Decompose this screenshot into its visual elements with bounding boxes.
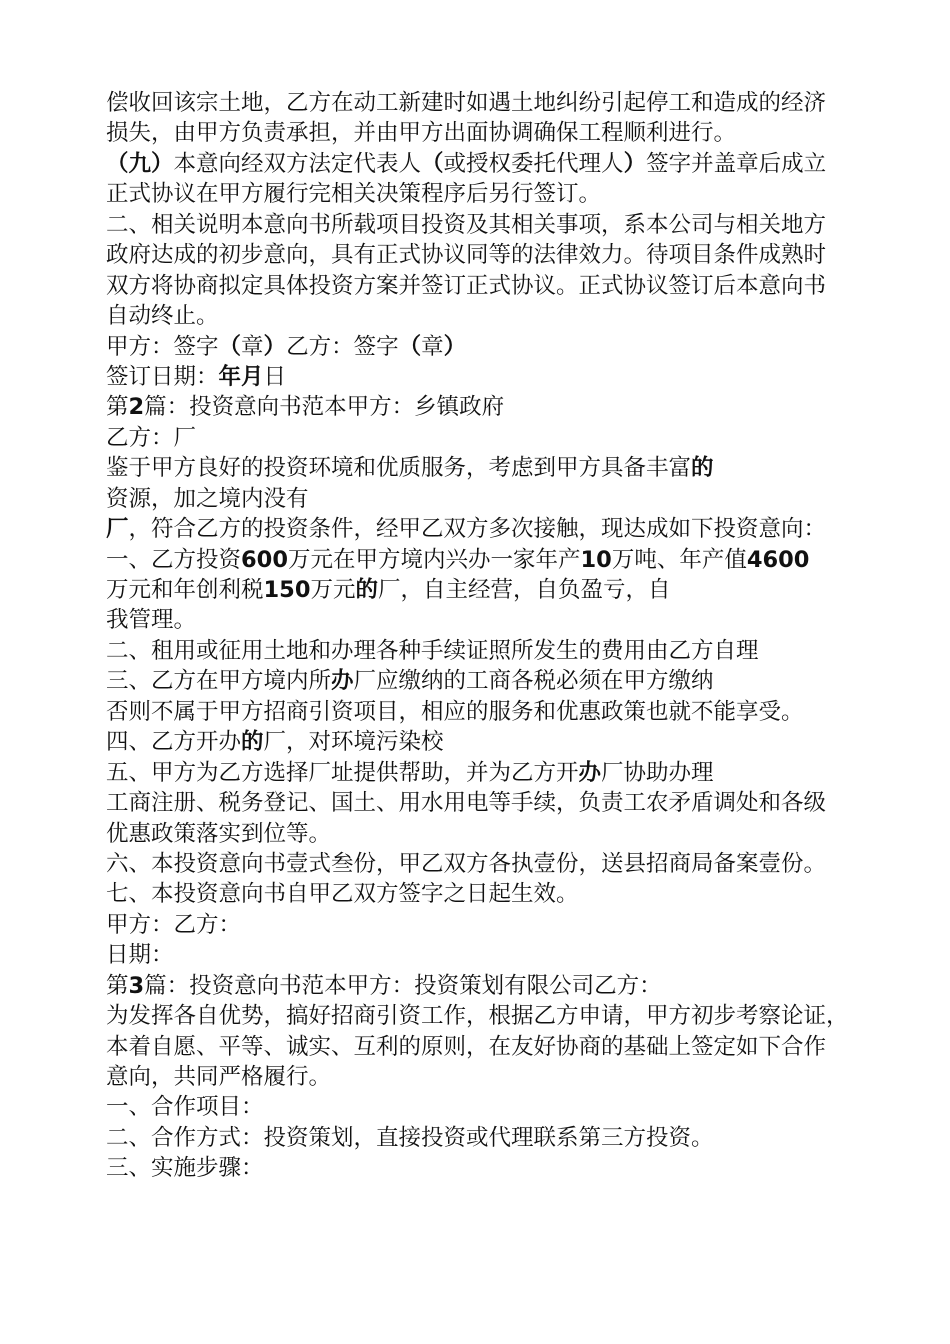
text-segment: 600	[241, 546, 288, 573]
text-segment: 章	[241, 333, 264, 360]
text-segment: 乙方：厂	[106, 424, 197, 451]
text-segment: 日	[263, 363, 287, 390]
text-line	[106, 971, 950, 1001]
text-segment: 四、乙方开办	[106, 729, 242, 756]
text-segment: 甲方：签字	[106, 333, 219, 360]
text-line	[106, 819, 950, 849]
text-segment: 篇：投资意向书范本甲方：乡镇政府	[144, 394, 505, 421]
text-line	[106, 301, 950, 331]
text-line	[106, 514, 950, 544]
text-segment: 签订日期：	[106, 363, 219, 390]
text-line	[106, 484, 950, 514]
text-line	[106, 940, 950, 970]
text-segment: 本意向经双方法定代表人	[173, 150, 422, 177]
text-line	[106, 118, 950, 148]
text-segment: 签字并盖章后成立	[646, 150, 827, 177]
text-segment: 七、本投资意向书自甲乙双方签字之日起生效。	[106, 881, 579, 908]
text-segment: （九）	[106, 150, 174, 177]
text-segment: 或授权委托代理人	[443, 150, 624, 177]
text-segment: 4600	[746, 546, 810, 573]
text-segment: ，符合乙方的投资条件，经甲乙双方多次接触，现达成如下投资意向：	[128, 516, 827, 543]
document-body	[0, 88, 950, 1184]
text-line	[106, 362, 950, 392]
text-segment: 三、乙方在甲方境内所	[106, 668, 332, 695]
text-segment: 甲方：乙方：	[106, 911, 242, 938]
text-segment: 偿收回该宗土地，乙方在动工新建时如遇土地纠纷引起停工和造成的经济	[106, 90, 827, 116]
text-line	[106, 758, 950, 788]
text-line	[106, 636, 950, 666]
text-line	[106, 149, 950, 179]
text-segment: 五、甲方为乙方选择厂址提供帮助，并为乙方开	[106, 759, 579, 786]
text-segment: 3	[128, 972, 145, 999]
text-line	[106, 575, 950, 605]
text-segment: 万元	[310, 577, 356, 603]
text-line	[106, 1123, 950, 1153]
text-segment: 的	[691, 455, 714, 482]
text-segment: 本着自愿、平等、诚实、互利的原则，在友好协商的基础上签定如下合作	[106, 1033, 827, 1060]
text-line	[106, 240, 950, 270]
text-segment: 年月	[218, 363, 264, 390]
text-line	[106, 210, 950, 240]
text-segment: ）	[623, 150, 647, 177]
text-segment: （	[421, 150, 444, 177]
text-line	[106, 88, 950, 118]
text-line	[106, 332, 950, 362]
text-segment: 第	[106, 394, 129, 421]
text-segment: 万元和年创利税	[106, 577, 264, 603]
text-line	[106, 697, 950, 727]
text-segment: 损失，由甲方负责承担，并由甲方出面协调确保工程顺利进行。	[106, 120, 737, 147]
text-segment: 意向，共同严格履行。	[106, 1064, 332, 1090]
text-segment: 乙方：签字	[286, 333, 399, 360]
text-segment: 正式协议在甲方履行完相关决策程序后另行签订。	[106, 181, 602, 208]
text-line	[106, 849, 950, 879]
text-segment: 篇：投资意向书范本甲方：投资策划有限公司乙方：	[144, 972, 662, 999]
text-segment: 二、合作方式：投资策划，直接投资或代理联系第三方投资。	[106, 1124, 714, 1151]
text-line	[106, 727, 950, 757]
text-segment: 政府达成的初步意向，具有正式协议同等的法律效力。待项目条件成熟时	[106, 242, 827, 269]
text-segment: 第	[106, 972, 129, 999]
text-line	[106, 1001, 950, 1031]
text-segment: 的	[241, 729, 264, 756]
text-segment: 厂，对环境污染校	[263, 729, 444, 756]
text-line	[106, 1062, 950, 1092]
text-line	[106, 666, 950, 696]
text-segment: 二、相关说明本意向书所载项目投资及其相关事项，系本公司与相关地方	[106, 211, 827, 238]
text-segment: 鉴于甲方良好的投资环境和优质服务，考虑到甲方具备丰富	[106, 455, 692, 482]
text-segment: 工商注册、税务登记、国土、用水用电等手续，负责工农矛盾调处和各级	[106, 790, 827, 817]
text-segment: 150	[263, 577, 311, 603]
text-line	[106, 453, 950, 483]
text-line	[106, 271, 950, 301]
text-segment: 资源，加之境内没有	[106, 485, 309, 512]
text-segment: 2	[128, 394, 145, 421]
text-line	[106, 1153, 950, 1183]
text-segment: 六、本投资意向书壹式叁份，甲乙双方各执壹份，送县招商局备案壹份。	[106, 850, 827, 877]
text-segment: 优惠政策落实到位等。	[106, 820, 332, 847]
text-segment: 厂应缴纳的工商各税必须在甲方缴纳	[353, 668, 714, 695]
text-segment: 双方将协商拟定具体投资方案并签订正式协议。正式协议签订后本意向书	[106, 272, 827, 299]
text-segment: ）	[263, 333, 287, 360]
text-segment: 一、合作项目：	[106, 1094, 264, 1121]
text-line	[106, 392, 950, 422]
text-line	[106, 423, 950, 453]
text-segment: 厂协助办理	[601, 759, 714, 786]
text-line	[106, 605, 950, 635]
text-segment: 厂，自主经营，自负盈亏，自	[378, 577, 671, 603]
text-segment: 万元在甲方境内兴办一家年产	[287, 546, 581, 573]
text-segment: （	[218, 333, 242, 360]
text-segment: 的	[355, 577, 379, 603]
text-line	[106, 179, 950, 209]
text-segment: 办	[331, 668, 354, 695]
text-line	[106, 545, 950, 575]
text-segment: 二、租用或征用土地和办理各种手续证照所发生的费用由乙方自理	[106, 637, 759, 664]
text-segment: 章	[421, 333, 444, 360]
text-line	[106, 1032, 950, 1062]
text-segment: 办	[578, 759, 602, 786]
text-segment: ）	[443, 333, 467, 360]
text-segment: 我管理。	[106, 607, 197, 634]
text-segment: （	[398, 333, 422, 360]
text-segment: 一、乙方投资	[106, 546, 242, 573]
text-line	[106, 1092, 950, 1122]
text-segment: 万吨、年产值	[611, 546, 747, 573]
text-segment: 厂	[106, 516, 129, 543]
text-line	[106, 879, 950, 909]
text-line	[106, 910, 950, 940]
text-segment: 三、实施步骤：	[106, 1155, 264, 1182]
text-segment: 10	[580, 546, 612, 573]
text-segment: 否则不属于甲方招商引资项目，相应的服务和优惠政策也就不能享受。	[106, 698, 804, 725]
text-line	[106, 788, 950, 818]
text-segment: 日期：	[106, 942, 174, 969]
text-segment: 为发挥各自优势，搞好招商引资工作，根据乙方申请，甲方初步考察论证，	[106, 1003, 849, 1030]
text-segment: 自动终止。	[106, 303, 219, 330]
